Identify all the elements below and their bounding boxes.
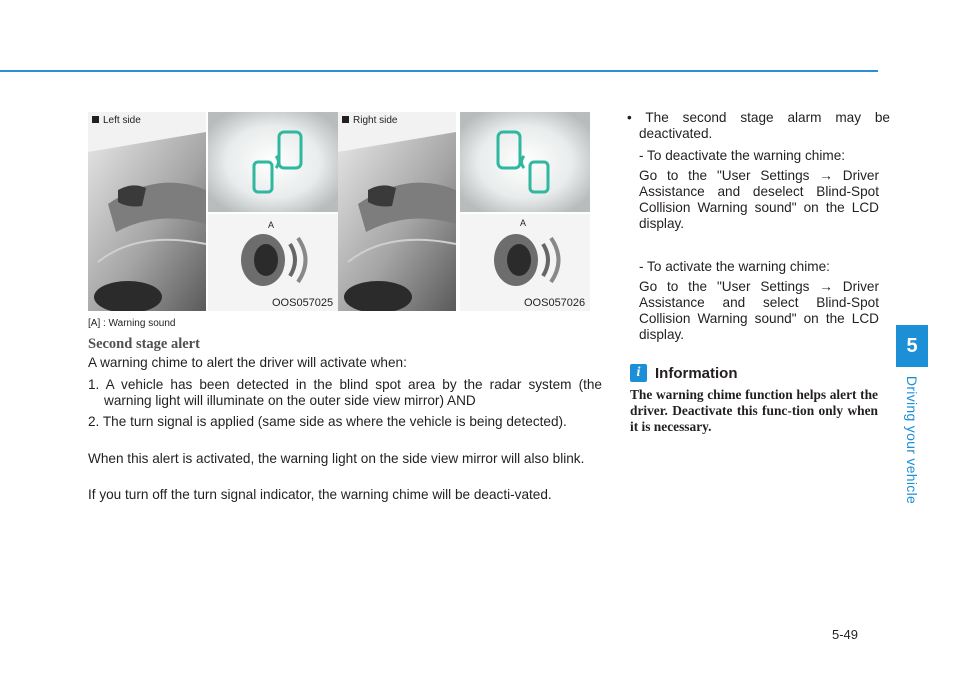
- paragraph-turn-off: If you turn off the turn signal indicator, the warning chime will be deacti-vated.: [88, 487, 552, 502]
- figure-left-marker: A: [268, 220, 275, 230]
- condition-item-2: 2. The turn signal is applied (same side as where the vehicle is being detected).: [88, 414, 567, 429]
- page-number: 5-49: [832, 627, 859, 642]
- figure-left-illustration: [88, 112, 338, 311]
- section-heading: Second stage alert: [88, 336, 200, 352]
- activate-title: - To activate the warning chime:: [639, 259, 830, 274]
- square-bullet-icon: [342, 116, 349, 123]
- figure-caption: [A] : Warning sound: [88, 318, 176, 329]
- info-text: The warning chime function helps alert the driver. Deactivate this func-tion only when it is necessary.: [630, 387, 878, 434]
- deactivate-instructions: Go to the "User Settings → Driver Assistance and deselect Blind-Spot Collision Warning sound" on the LCD display.: [639, 168, 879, 231]
- activate-instructions: Go to the "User Settings → Driver Assistance and select Blind-Spot Collision Warning sound" on the LCD display.: [639, 279, 879, 342]
- bullet-deactivate-alarm: • The second stage alarm may be deactivated.: [627, 110, 890, 141]
- paragraph-alert-blink: When this alert is activated, the warning light on the side view mirror will also blink.: [88, 451, 585, 466]
- info-title: Information: [655, 365, 738, 382]
- figure-right-label-text: Right side: [353, 115, 398, 126]
- deactivate-title: - To deactivate the warning chime:: [639, 148, 846, 163]
- figure-right-code: OOS057026: [524, 297, 586, 309]
- chapter-title-text: Driving your vehicle: [904, 375, 920, 505]
- condition-item-1: 1. A vehicle has been detected in the blind spot area by the radar system (the warning light will illuminate on the outer side view mirror) AND: [88, 377, 602, 408]
- chapter-number-tab: 5: [896, 325, 928, 367]
- figure-right-illustration: [338, 112, 590, 311]
- figure-right-side: [338, 112, 590, 311]
- figure-left-label: [92, 115, 141, 126]
- figure-left-code: OOS057025: [272, 297, 334, 309]
- square-bullet-icon: [92, 116, 99, 123]
- figure-left-side: [88, 112, 338, 311]
- figure-right-label: [342, 115, 397, 126]
- figure-right-marker: A: [520, 218, 527, 228]
- info-icon: i: [630, 364, 647, 382]
- chapter-title: [900, 372, 924, 508]
- top-rule: [0, 70, 878, 72]
- figure-left-label-text: Left side: [103, 115, 141, 126]
- intro-text: A warning chime to alert the driver will activate when:: [88, 355, 407, 370]
